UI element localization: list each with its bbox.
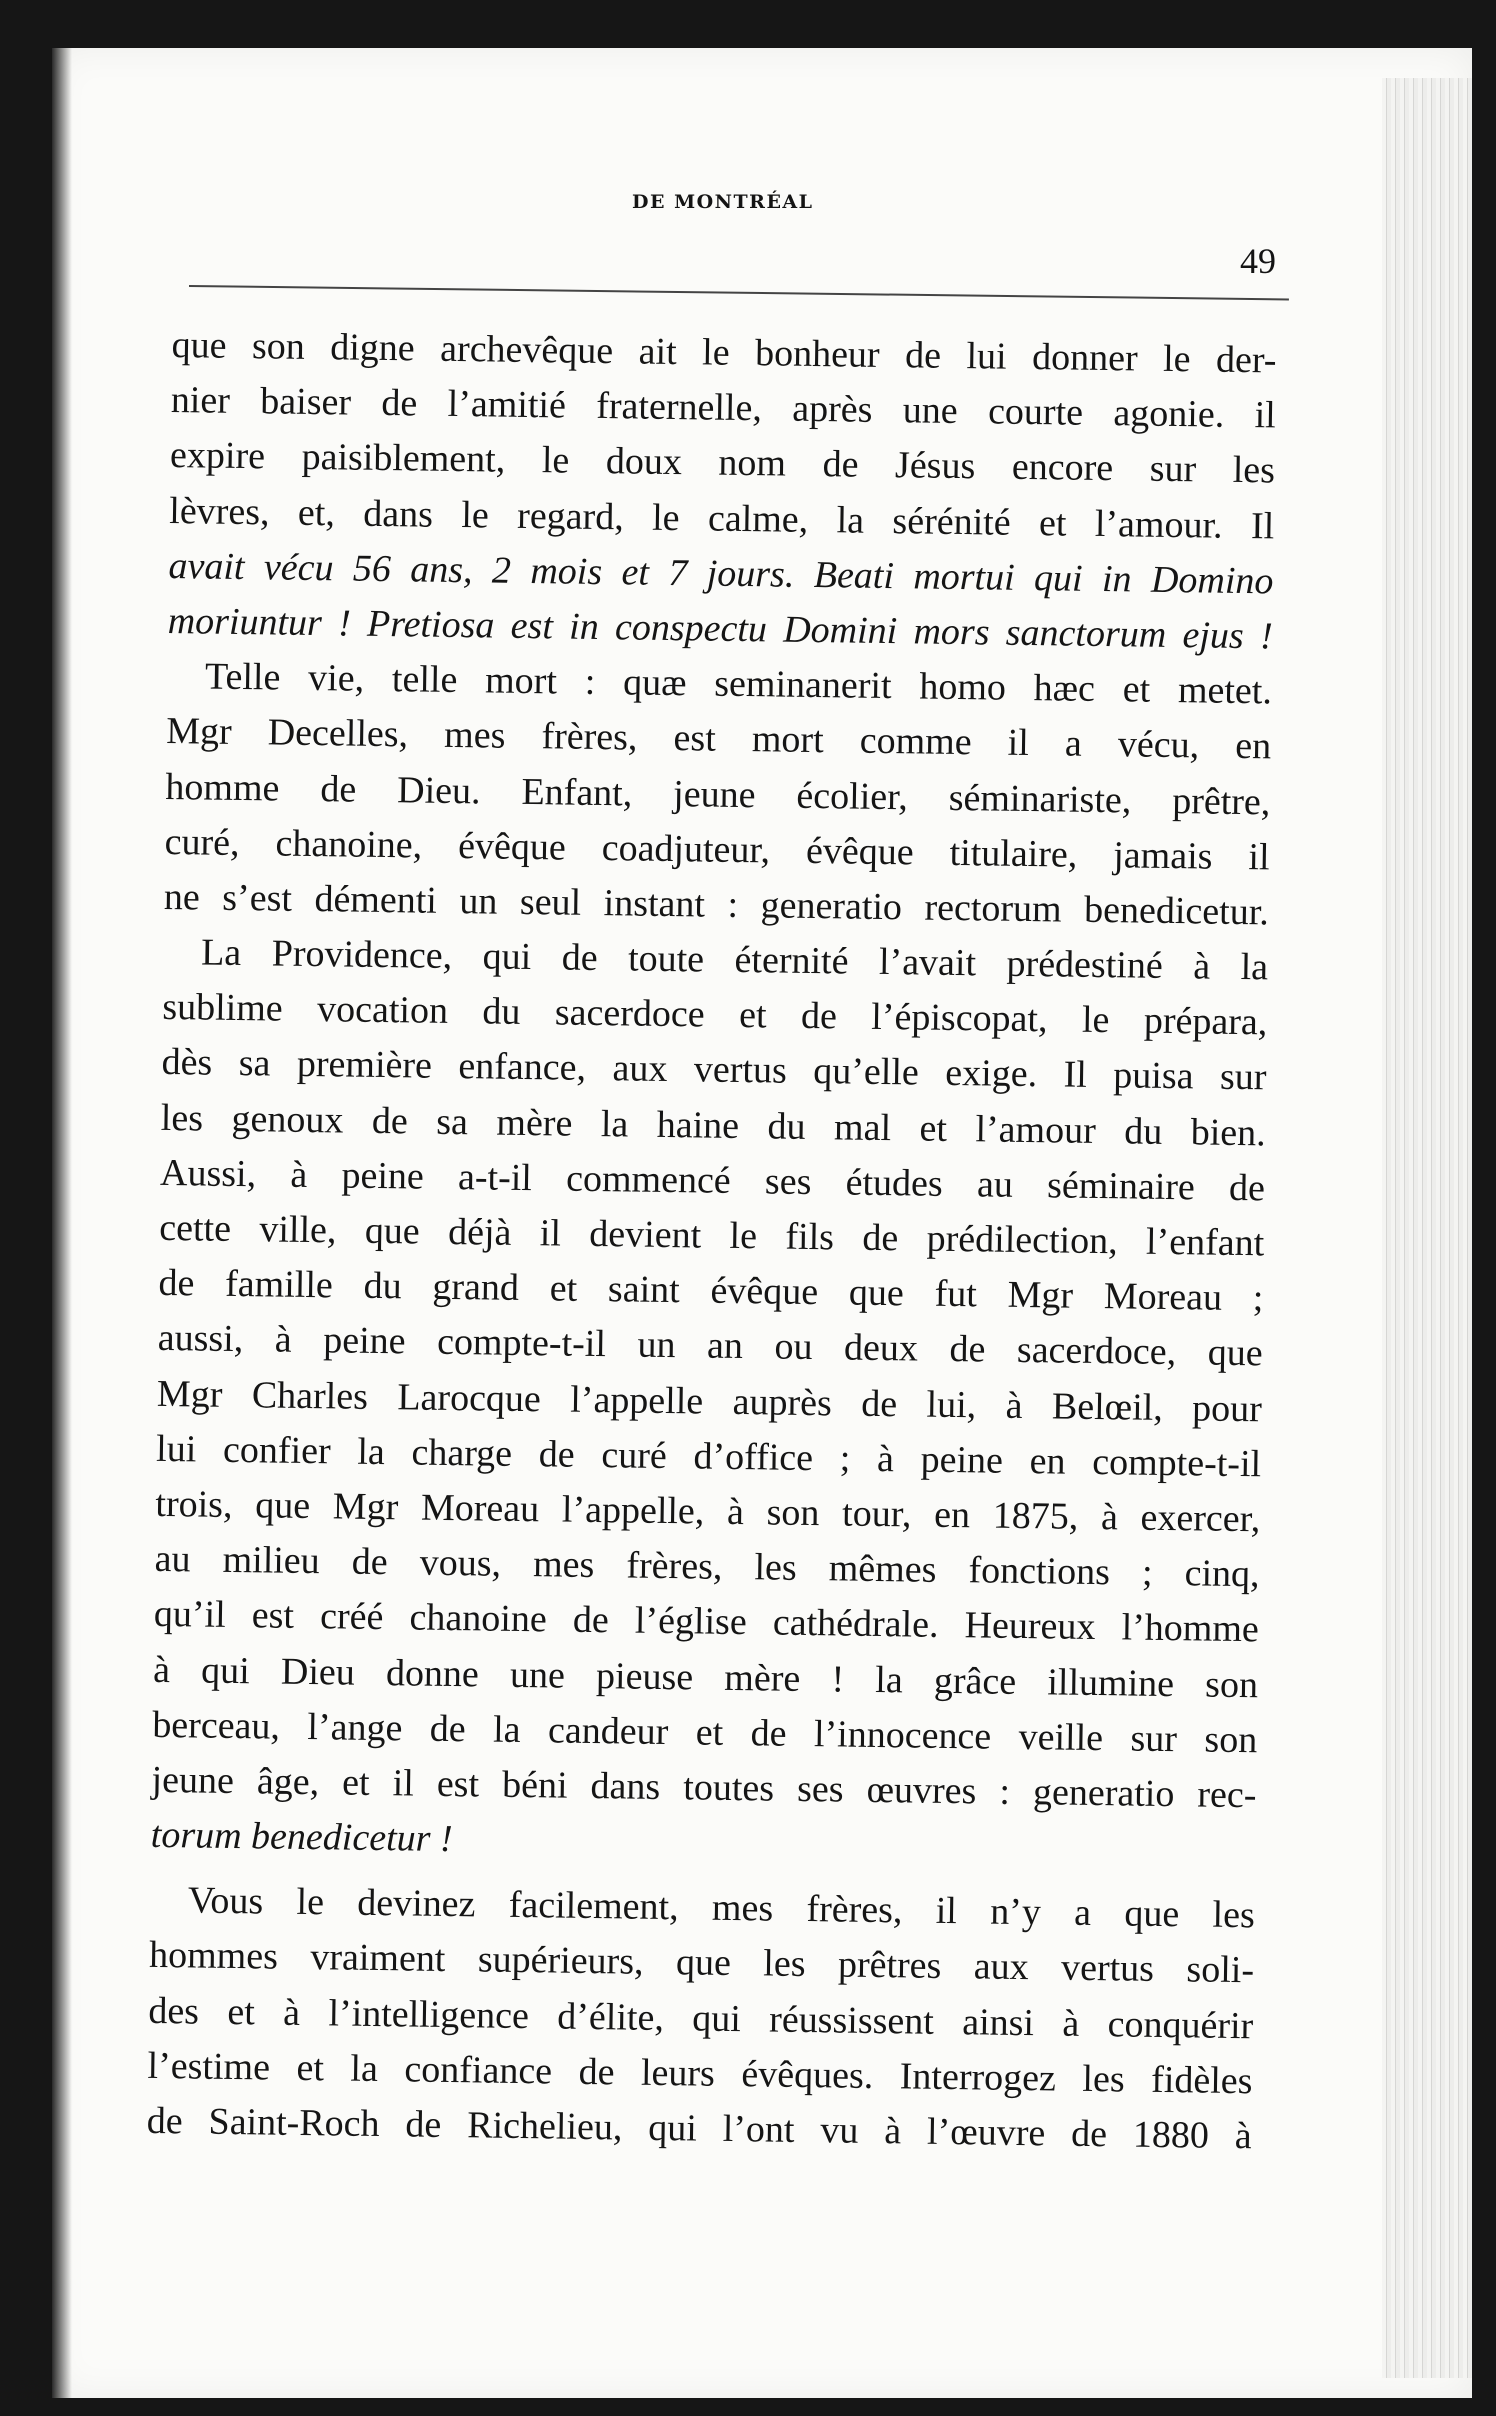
text-line: sublime vocation du sacerdoce et de l’épiscopat, le prépara,: [162, 986, 1268, 1044]
running-head: DE MONTRÉAL: [632, 191, 814, 213]
text-line: nier baiser de l’amitié fraternelle, après une courte agonie. il: [170, 379, 1277, 437]
text-line: de Saint-Roch de Richelieu, qui l’ont vu à l’œuvre de 1880 à: [146, 2099, 1253, 2158]
text-line: Mgr Decelles, mes frères, est mort comme il a vécu, en: [165, 710, 1272, 768]
text-line: les genoux de sa mère la haine du mal et l’amour du bien.: [160, 1096, 1267, 1154]
text-line: à qui Dieu donne une pieuse mère ! la grâce illumine son: [152, 1648, 1259, 1706]
text-line: moriuntur ! Pretiosa est in conspectu Domini mors sanctorum ejus !: [167, 599, 1273, 658]
text-line: jeune âge, et il est béni dans toutes ses œuvres : generatio rec-: [151, 1758, 1257, 1817]
page-number: 49: [1240, 241, 1276, 281]
page-edges: [1382, 78, 1472, 2378]
text-line: lèvres, et, dans le regard, le calme, la sérénité et l’amour. Il: [169, 489, 1275, 547]
text-line: hommes vraiment supérieurs, que les prêtres aux vertus soli-: [148, 1934, 1255, 1992]
text-line: trois, que Mgr Moreau l’appelle, à son tour, en 1875, à exercer,: [155, 1482, 1261, 1541]
text-line: Aussi, à peine a-t-il commencé ses études au séminaire de: [159, 1151, 1266, 1210]
text-line: torum benedicetur !: [150, 1813, 453, 1861]
text-line: que son digne archevêque ait le bonheur de lui donner le der-: [171, 323, 1277, 382]
text-line: avait vécu 56 ans, 2 mois et 7 jours. Beati mortui qui in Domino: [168, 544, 1274, 603]
text-line: homme de Dieu. Enfant, jeune écolier, séminariste, prêtre,: [165, 765, 1271, 823]
text-line: dès sa première enfance, aux vertus qu’elle exige. Il puisa sur: [161, 1041, 1267, 1099]
text-line: de famille du grand et saint évêque que fut Mgr Moreau ;: [158, 1262, 1264, 1320]
header-rule: [189, 285, 1289, 300]
text-line: cette ville, que déjà il devient le fils de prédilection, l’enfant: [159, 1206, 1265, 1265]
text-line: Telle vie, telle mort : quæ seminanerit homo hæc et metet.: [204, 655, 1273, 713]
text-line: aussi, à peine compte-t-il un an ou deux de sacerdoce, que: [157, 1317, 1263, 1375]
text-line: La Providence, qui de toute éternité l’avait prédestiné à la: [200, 931, 1269, 989]
spine-shadow: [52, 48, 72, 2398]
text-line: ne s’est démenti un seul instant : generatio rectorum benedicetur.: [163, 875, 1270, 934]
text-line: au milieu de vous, mes frères, les mêmes fonctions ; cinq,: [154, 1538, 1260, 1596]
text-line: lui confier la charge de curé d’office ; à peine en compte-t-il: [155, 1427, 1262, 1486]
text-line: expire paisiblement, le doux nom de Jésus encore sur les: [169, 434, 1276, 492]
text-line: l’estime et la confiance de leurs évêques. Interrogez les fidèles: [147, 2044, 1253, 2103]
text-line: curé, chanoine, évêque coadjuteur, évêque titulaire, jamais il: [164, 820, 1270, 879]
text-line: berceau, l’ange de la candeur et de l’innocence veille sur son: [152, 1703, 1258, 1761]
book-page: [52, 48, 1472, 2398]
text-line: Mgr Charles Larocque l’appelle auprès de lui, à Belœil, pour: [156, 1372, 1263, 1430]
text-line: qu’il est créé chanoine de l’église cathédrale. Heureux l’homme: [153, 1593, 1260, 1651]
body-text: [146, 318, 1276, 2164]
text-line: des et à l’intelligence d’élite, qui réussissent ainsi à conquérir: [148, 1989, 1254, 2047]
text-line: Vous le devinez facilement, mes frères, il n’y a que les: [187, 1879, 1256, 1937]
